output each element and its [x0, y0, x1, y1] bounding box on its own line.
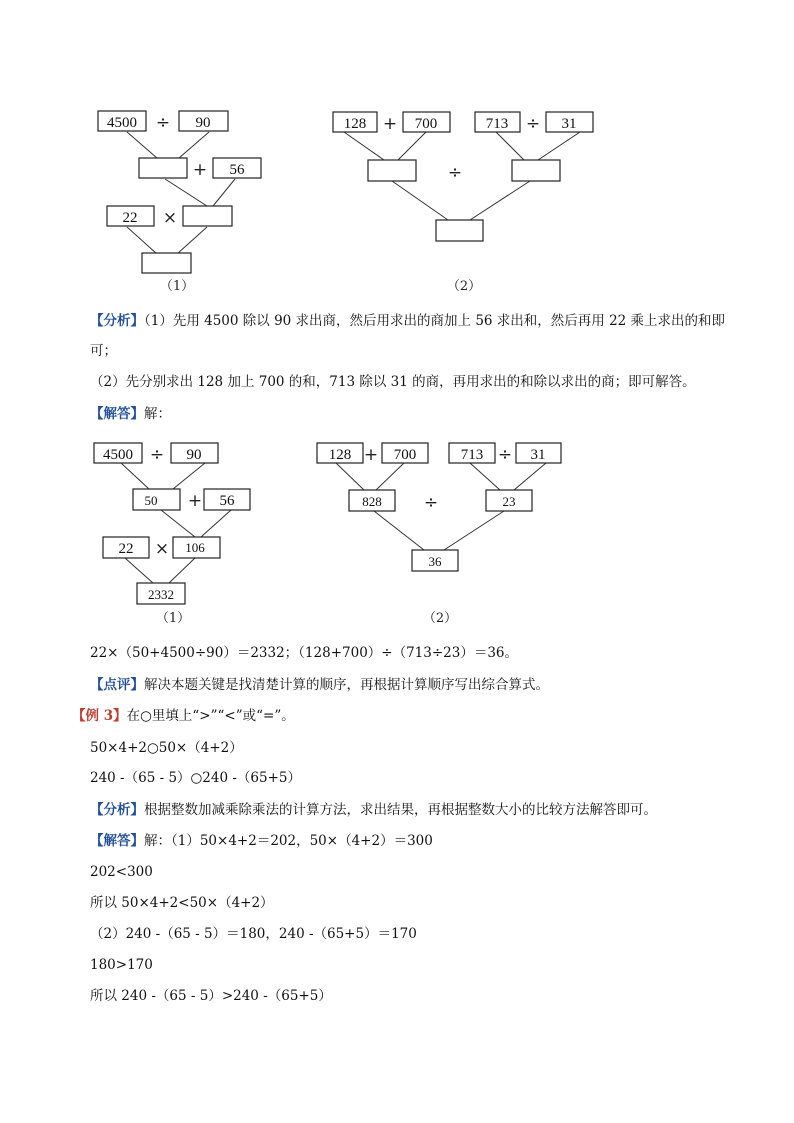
analysis-tag: 【分析】 — [90, 313, 144, 329]
divide-operator-mid: ÷ — [423, 493, 439, 513]
answer-text: 解： — [144, 406, 171, 422]
times-operator: × — [162, 208, 178, 228]
divide-operator: ÷ — [525, 114, 541, 134]
box-4500-label: 4500 — [103, 447, 133, 463]
answer3-line-5: 180>170 — [90, 957, 153, 973]
box-90-label: 90 — [195, 115, 211, 131]
box-700-label: 700 — [393, 447, 417, 463]
example3-q2: 240 -（65 - 5）○240 -（65+5） — [90, 770, 302, 786]
diagram-caption-1: （1） — [155, 611, 191, 626]
box-56-label: 56 — [219, 493, 235, 509]
diagram-blank-1 — [95, 108, 275, 293]
answer3-line-1 — [90, 831, 433, 851]
box-106-label: 106 — [185, 540, 205, 555]
example3-q1: 50×4+2○50×（4+2） — [90, 740, 243, 756]
answer3-line-6: 所以 240 -（65 - 5）>240 -（65+5） — [90, 988, 332, 1004]
analysis3-tag: 【分析】 — [90, 802, 144, 818]
answer3-text-1: 解：（1）50×4+2＝202，50×（4+2）＝300 — [144, 833, 433, 849]
diagram-blank-2 — [330, 108, 600, 293]
comment-tag: 【点评】 — [90, 677, 144, 693]
blank-box-result — [436, 220, 483, 241]
box-4500-label: 4500 — [107, 115, 137, 131]
box-31-label: 31 — [530, 447, 546, 463]
box-23-label: 23 — [502, 494, 516, 509]
plus-operator: + — [187, 491, 203, 511]
box-56-label: 56 — [229, 162, 245, 178]
analysis-line-2: （2）先分别求出 128 加上 700 的和，713 除以 31 的商，再用求出的和除以求出的商；即可解答。 — [90, 374, 696, 390]
example3-tag: 【例 3】 — [72, 708, 127, 724]
diagram-solved-2 — [314, 440, 574, 630]
blank-box-product-right — [183, 206, 232, 226]
diagram-caption-2: （2） — [446, 279, 482, 293]
box-90-label: 90 — [186, 447, 202, 463]
diagram-caption-2: （2） — [422, 611, 458, 626]
box-36-label: 36 — [428, 554, 442, 569]
box-22-label: 22 — [122, 210, 138, 226]
answer3-line-3: 所以 50×4+2<50×（4+2） — [90, 895, 274, 911]
answer3-line-4: （2）240 -（65 - 5）＝180，240 -（65+5）＝170 — [90, 926, 417, 942]
box-128-label: 128 — [328, 447, 352, 463]
divide-operator: ÷ — [155, 113, 171, 133]
analysis3-line — [90, 800, 657, 820]
box-828-label: 828 — [362, 494, 382, 509]
plus-operator: + — [363, 445, 379, 465]
blank-box-result — [142, 253, 191, 273]
answer3-tag: 【解答】 — [90, 833, 144, 849]
box-2332-label: 2332 — [148, 587, 174, 602]
comment-line — [90, 675, 549, 695]
diagram-solved-1 — [91, 440, 271, 630]
formula-line: 22×（50+4500÷90）＝2332；（128+700）÷（713÷23）＝36。 — [90, 645, 519, 661]
box-128-label: 128 — [343, 116, 367, 132]
blank-box-quotient — [512, 160, 560, 181]
comment-text: 解决本题关键是找清楚计算的顺序，再根据计算顺序写出综合算式。 — [144, 677, 549, 693]
box-50-label: 50 — [144, 493, 158, 508]
times-operator: × — [154, 539, 170, 559]
analysis-text-1: （1）先用 4500 除以 90 求出商，然后用求出的商加上 56 求出和，然后再用 22 乘上求出的和即 — [144, 313, 726, 329]
box-713-label: 713 — [460, 447, 484, 463]
box-31-label: 31 — [561, 116, 577, 132]
divide-operator-mid: ÷ — [447, 163, 463, 183]
analysis-line-1-cont: 可； — [90, 343, 117, 359]
analysis-line-1 — [90, 311, 725, 331]
plus-operator: + — [382, 114, 398, 134]
analysis3-text: 根据整数加减乘除乘法的计算方法，求出结果，再根据整数大小的比较方法解答即可。 — [144, 802, 657, 818]
divide-operator: ÷ — [149, 445, 165, 465]
answer-tag: 【解答】 — [90, 406, 144, 422]
answer3-line-2: 202<300 — [90, 864, 153, 880]
box-22-label: 22 — [118, 541, 134, 557]
answer-line — [90, 404, 171, 424]
box-713-label: 713 — [485, 116, 509, 132]
example3-line — [72, 706, 295, 726]
blank-box-sum-left — [139, 158, 187, 178]
blank-box-sum — [368, 160, 416, 181]
box-700-label: 700 — [414, 116, 438, 132]
divide-operator: ÷ — [497, 445, 513, 465]
diagram-caption-1: （1） — [159, 279, 195, 293]
example3-text: 在○里填上“>”“<”或“=”。 — [126, 708, 295, 724]
plus-operator: + — [192, 160, 208, 180]
